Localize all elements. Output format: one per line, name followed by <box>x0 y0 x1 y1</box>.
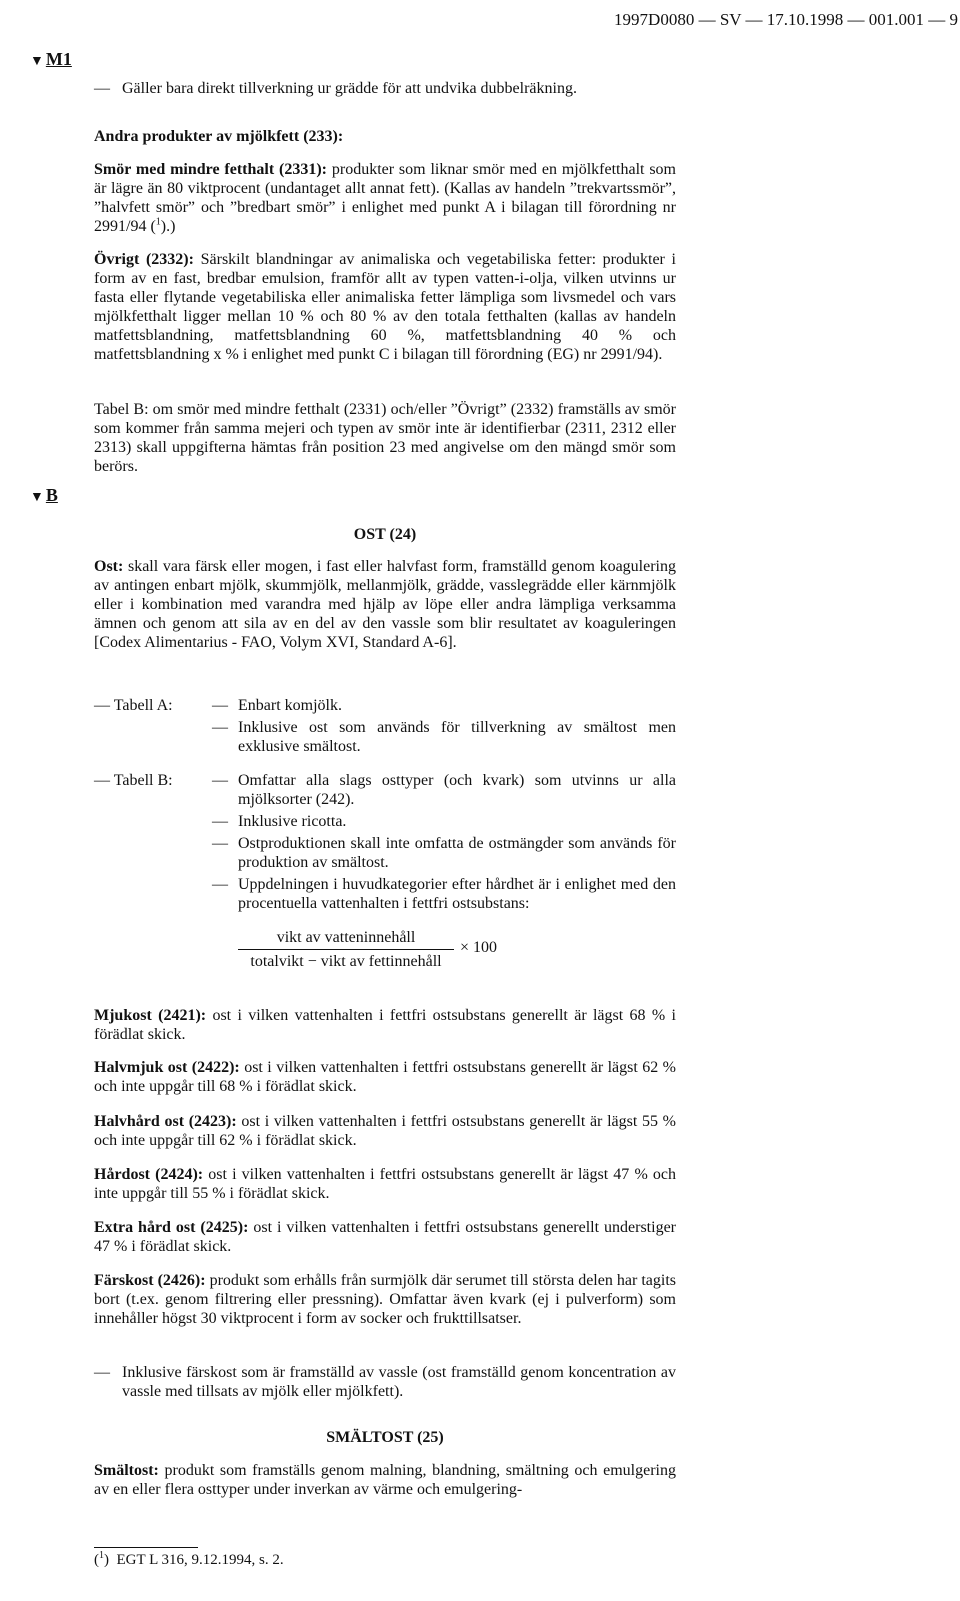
formula-denominator: totalvikt − vikt av fettinnehåll <box>250 953 442 970</box>
marker-label: B <box>45 485 58 505</box>
term: Halvmjuk ost (2422): <box>94 1059 240 1076</box>
marker-b <box>30 486 58 507</box>
list-item: — Enbart komjölk. <box>212 697 342 714</box>
tabell-a-list <box>212 696 676 759</box>
paragraph-smaltost <box>94 1461 676 1499</box>
list-item: — Uppdelningen i huvudkategorier efter hårdhet är i enlighet med den procentuella vattenhalten i fettfri ostsubstans: <box>212 876 676 912</box>
m1-note <box>94 79 676 98</box>
paragraph-ost <box>94 557 676 652</box>
definition-text: skall vara färsk eller mogen, i fast eller halvfast form, framställd genom koagulering av antingen enbart mjölk, skummjölk, mellanmjölk, grädde, vasslegrädde eller kärnmjölk eller i kombination med varandra med hjälp av löpe eller andra lämpliga verksamma ämnen och genom att sila av en del av den vassle som blir resultatet av koaguleringen [Codex Alimentarius - FAO, Volym XVI, Standard A-6]. <box>94 558 676 651</box>
term: Ost: <box>94 558 124 575</box>
paragraph-ovrigt <box>94 250 676 364</box>
paragraph-tabel-b: Tabel B: om smör med mindre fetthalt (2331) och/eller ”Övrigt” (2332) framställs av smör som kommer från samma mejeri och typen av smör inte är identifierbar (2311, 2312 eller 2313) skall uppgifterna hämtas från position 23 med angivelse om den mängd smör som berörs. <box>94 401 676 475</box>
dash: — <box>94 1364 110 1381</box>
section-heading-smaltost: SMÄLTOST (25) <box>326 1429 444 1446</box>
marker-m1 <box>30 50 72 71</box>
term: Övrigt (2332): <box>94 251 194 268</box>
formula-multiplier: × 100 <box>460 939 498 956</box>
term: Extra hård ost (2425): <box>94 1219 249 1236</box>
tabell-b-label: — Tabell B: <box>94 772 173 789</box>
term: Mjukost (2421): <box>94 1007 207 1024</box>
term: Hårdost (2424): <box>94 1166 204 1183</box>
footnote-number: 1 <box>99 1550 104 1561</box>
category-farskost: Färskost (2426): produkt som erhålls från surmjölk där serumet till största delen har tagits bort (t.ex. genom filtrering eller pressning). Omfattar även kvark (ej i pulverform) som innehåller högst 30 viktprocent i form av socker och frukttillsatser. <box>94 1272 676 1327</box>
footnote-text: EGT L 316, 9.12.1994, s. 2. <box>116 1552 284 1568</box>
tabell-a-label: — Tabell A: <box>94 697 173 714</box>
triangle-down-icon: ▼ <box>30 490 44 505</box>
triangle-down-icon: ▼ <box>30 54 44 69</box>
marker-label: M1 <box>45 49 72 69</box>
list-item: — Inklusive ost som används för tillverkning av smältost men exklusive smältost. <box>212 719 676 755</box>
fraction <box>238 928 454 971</box>
dash: — <box>94 80 110 97</box>
list-item: — Ostproduktionen skall inte omfatta de ostmängder som används för produktion av smältost. <box>212 835 676 871</box>
category-extra-hard: Extra hård ost (2425): ost i vilken vattenhalten i fettfri ostsubstans generellt understiger 47 % i förädlat skick. <box>94 1219 676 1255</box>
footnote: ($^1$) EGT L 316, 9.12.1994, s. 2. <box>94 1550 284 1568</box>
term: Färskost (2426): <box>94 1272 206 1289</box>
footnote-ref: 1 <box>155 216 161 228</box>
term: Smör med mindre fetthalt (2331): <box>94 161 328 178</box>
section-heading-other-products: Andra produkter av mjölkfett (233): <box>94 128 344 145</box>
term: Smältost: <box>94 1462 159 1479</box>
definition-text-end: ).) <box>160 218 176 235</box>
tabell-b-list <box>212 771 676 916</box>
section-heading-ost: OST (24) <box>353 526 417 543</box>
footnote-rule <box>94 1547 198 1548</box>
list-item: — Inklusive ricotta. <box>212 813 347 830</box>
definition-text: produkter som liknar smör med en mjölkfetthalt som är lägre än 80 viktprocent (undantaget allt annat fett). (Kallas av handeln ”trekvartssmör”, ”halvfett smör” och ”bredbart smör” i enlighet med punkt A i bilagan till förordning nr 2991/94 ( <box>94 161 677 235</box>
formula-numerator: vikt av vatteninnehåll <box>238 928 454 950</box>
definition-text: produkt som framställs genom malning, blandning, smältning och emulgering av en eller flera osttyper under inverkan av värme och emulgering- <box>94 1462 676 1498</box>
term: Halvhård ost (2423): <box>94 1113 237 1130</box>
running-header: 1997D0080 — SV — 17.10.1998 — 001.001 — 9 <box>614 10 958 29</box>
category-mjukost: Mjukost (2421): ost i vilken vattenhalten i fettfri ostsubstans generellt är lägst 68 % i förädlat skick. <box>94 1007 677 1043</box>
category-halvmjuk: Halvmjuk ost (2422): ost i vilken vattenhalten i fettfri ostsubstans generellt är lägst 62 % och inte uppgår till 68 % i förädlat skick. <box>94 1059 676 1095</box>
farskost-note-text: Inklusive färskost som är framställd av vassle (ost framställd genom koncentration av vassle med tillsats av mjölk eller mjölkfett). <box>122 1364 676 1400</box>
list-item: — Omfattar alla slags osttyper (och kvark) som utvinns ur alla mjölksorter (242). <box>212 772 676 808</box>
m1-note-text: Gäller bara direkt tillverkning ur grädde för att undvika dubbelräkning. <box>122 80 577 97</box>
hardness-formula <box>238 928 538 976</box>
category-hardost: Hårdost (2424): ost i vilken vattenhalten i fettfri ostsubstans generellt är lägst 47 % och inte uppgår till 55 % i förädlat skick. <box>94 1166 677 1202</box>
farskost-note <box>94 1363 676 1401</box>
definition-text: Särskilt blandningar av animaliska och vegetabiliska fetter: produkter i form av en fast, bredbar emulsion, framför allt av typen vatten-i-olja, vilken utvinns ur fasta eller flytande vegetabiliska eller animaliska fetter lämpliga som livsmedel och vars mjölkfetthalt ligger mellan 10 % och 80 % av den totala fetthalten (kallas av handeln matfettsblandning, matfettsblandning 60 %, matfettsblandning 40 % och matfettsblandning x % i enlighet med punkt C i bilagan till förordning (EG) nr 2991/94). <box>94 251 676 363</box>
category-halvhard: Halvhård ost (2423): ost i vilken vattenhalten i fettfri ostsubstans generellt är lägst 55 % och inte uppgår till 62 % i förädlat skick. <box>94 1113 677 1149</box>
paragraph-smor <box>94 160 676 236</box>
